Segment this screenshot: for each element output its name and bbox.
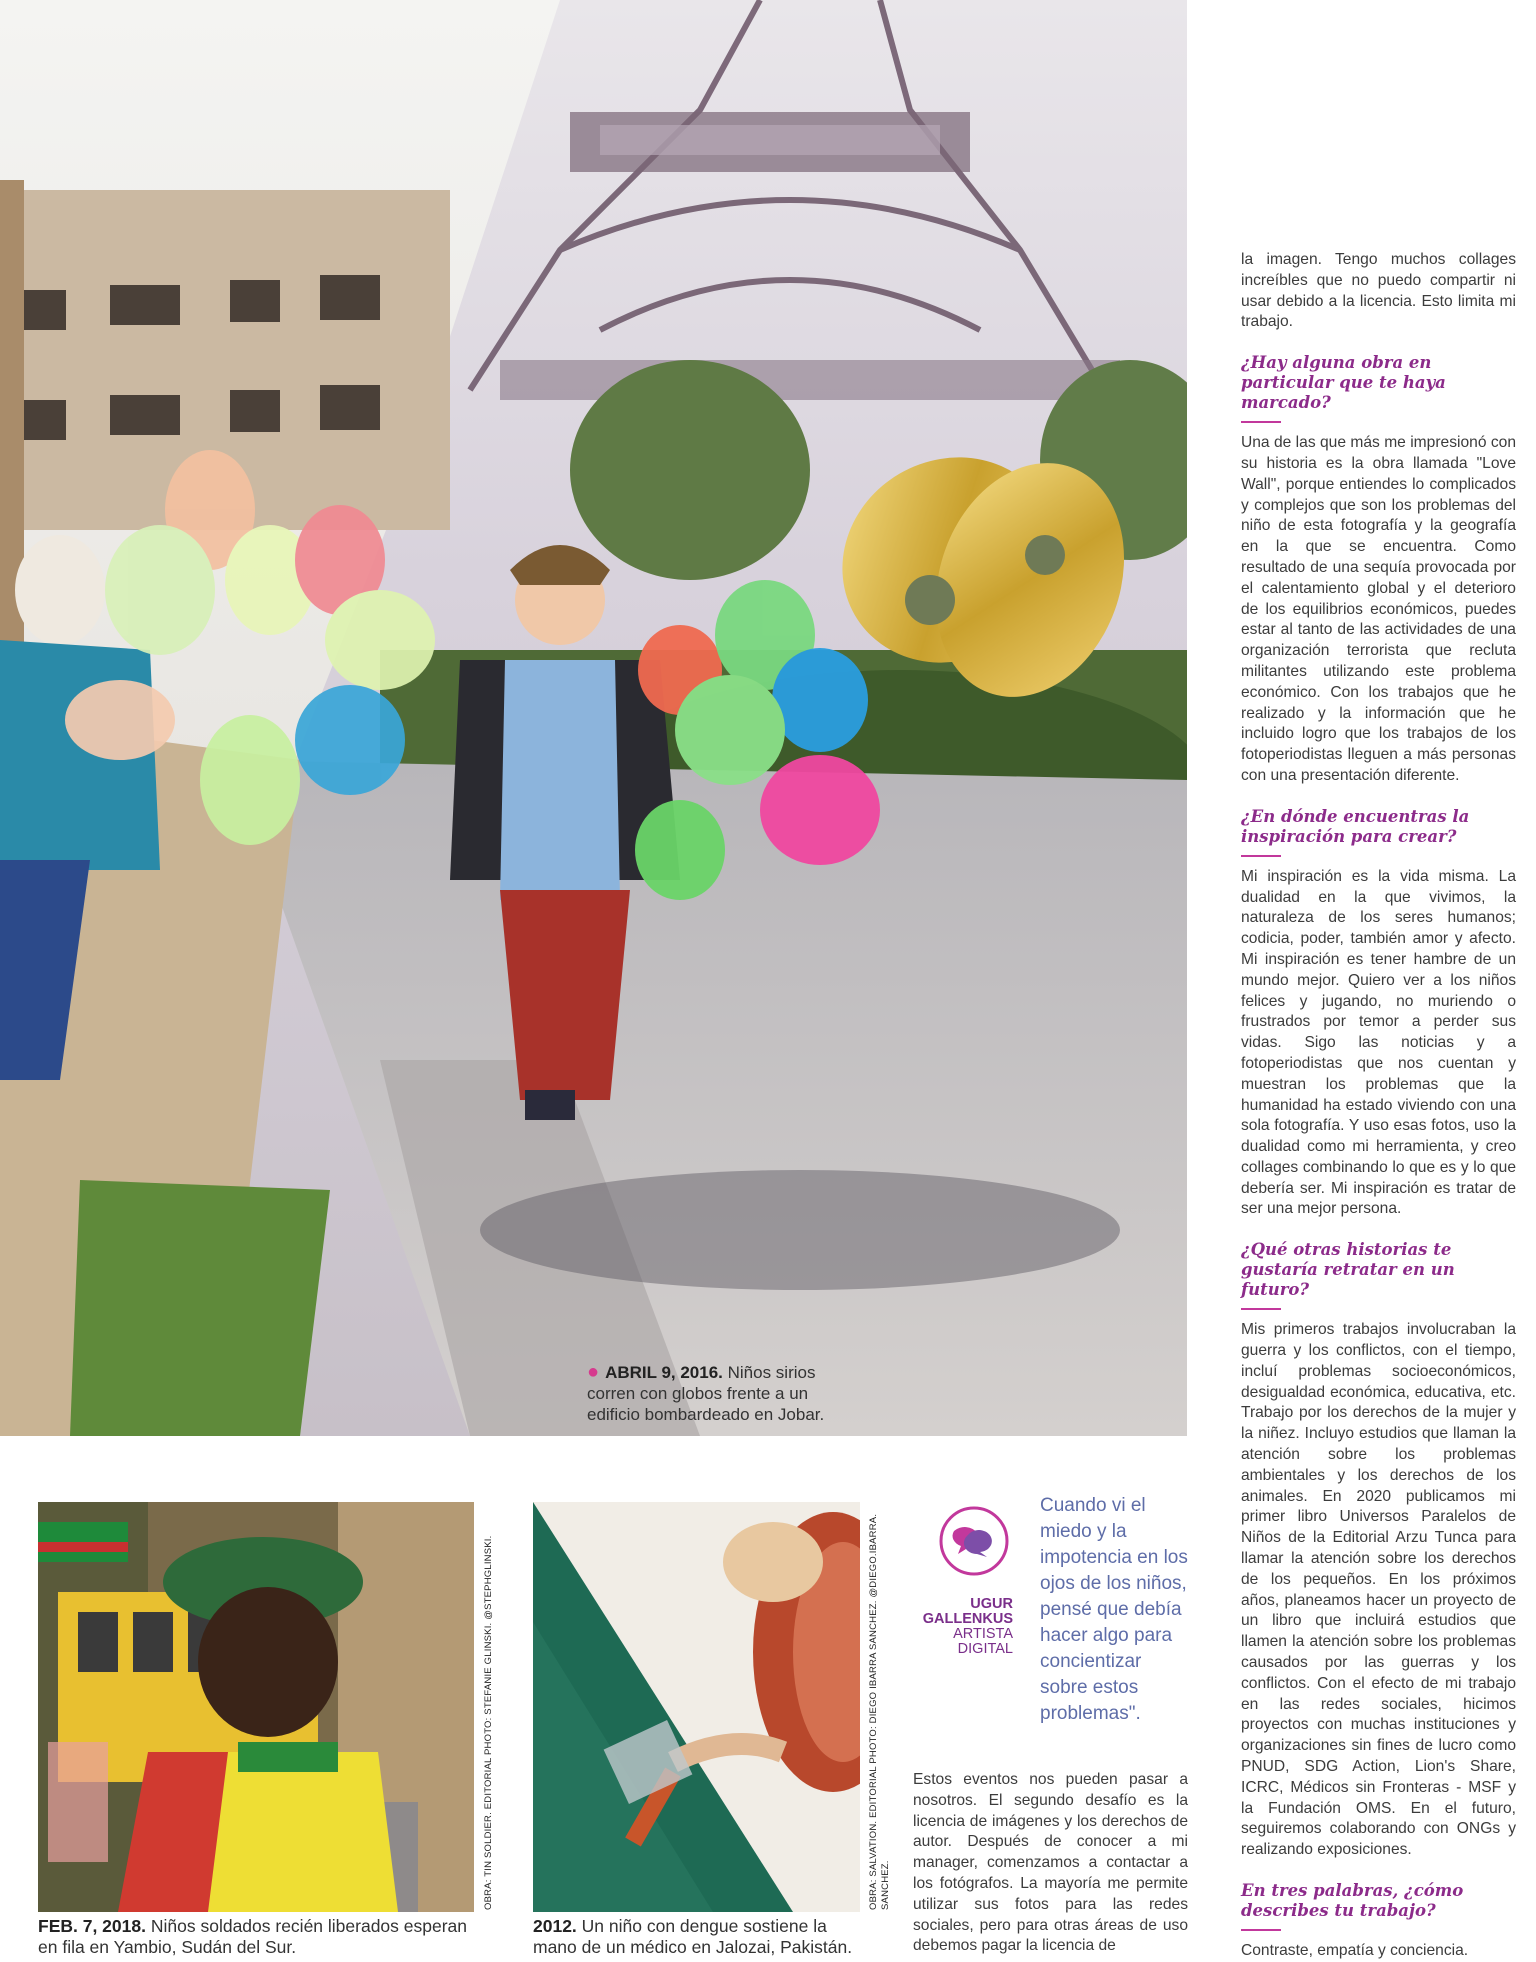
tin-soldier-illustration bbox=[38, 1502, 474, 1912]
pull-quote: Cuando vi el miedo y la impotencia en los ojos de los niños, pensé que debía hacer algo para concientizar sobre estos problemas". bbox=[1040, 1495, 1188, 1724]
heading-rule bbox=[1241, 855, 1281, 857]
photo2-credit: OBRA: SALVATION. EDITORIAL PHOTO: DIEGO IBARRA SANCHEZ. @DIEGO.IBARRA. bbox=[868, 1513, 879, 1910]
photo1-credit: OBRA: TIN SOLDIER. EDITORIAL PHOTO: STEFANIE GLINSKI. @STEPHGLINSKI. bbox=[483, 1535, 494, 1910]
photo-tin-soldier bbox=[38, 1502, 474, 1912]
salvation-illustration bbox=[533, 1502, 860, 1912]
photo2-caption-date: 2012. bbox=[533, 1916, 577, 1936]
heading-rule bbox=[1241, 1929, 1281, 1931]
bullet-dot-icon: ● bbox=[587, 1361, 600, 1383]
photo2-credit-line2: SANCHEZ. bbox=[880, 1860, 891, 1910]
quote-author bbox=[905, 1597, 1013, 1657]
author-name-line1: UGUR bbox=[970, 1596, 1013, 1612]
photo1-caption-text: Niños soldados recién liberados esperan en fila en Yambio, Sudán del Sur. bbox=[38, 1916, 468, 1957]
answer-1: Una de las que más me impresionó con su historia es la obra llamada "Love Wall", porque entiendes lo complicados y complejos que son los problemas del niño de esta fotografía y la geografía en la que se encuentra. Como resultado de una sequía provocada por el calentamiento global y el deterioro de los equilibrios económicos, puedes estar al tanto de las actividades de una organización terrorista que recluta militantes utilizando este problema económico. Con los trabajos que he realizado y la información que he incluido logro que los trabajos de los fotoperiodistas lleguen a más personas con una presentación diferente. bbox=[1241, 434, 1516, 784]
question-2: ¿En dónde encuentras la inspiración para crear? bbox=[1241, 806, 1470, 846]
hero-caption bbox=[587, 1362, 852, 1425]
middle-text: Estos eventos nos pueden pasar a nosotros. El segundo desafío es la licencia de imágenes y los derechos de autor. Después de conocer a mi manager, comenzamos a contactar a los fotógrafos. La mayoría me permite utilizar sus fotos para las redes sociales, pero para otras áreas de uso debemos pagar la licencia de bbox=[913, 1771, 1188, 1955]
question-1: ¿Hay alguna obra en particular que te haya marcado? bbox=[1241, 353, 1446, 413]
photo1-caption bbox=[38, 1916, 478, 1958]
answer-2: Mi inspiración es la vida misma. La dualidad en la que vivimos, la naturaleza de los seres humanos; codicia, poder, también amor y afecto. Mi inspiración es tener hambre de un mundo mejor. Quiero ver a los niños felices y jugando, no muriendo o frustrados por temor a perder sus vidas. Sigo las noticias y a fotoperiodistas que nos cuentan y muestran los problemas que la humanidad ha estado viviendo con una sola fotografía. Y uso esas fotos, uso la dualidad como mi herramienta, y creo collages combinando lo que es y lo que debería ser. Mi inspiración es tratar de ser una mejor persona. bbox=[1241, 867, 1516, 1218]
photo1-caption-date: FEB. 7, 2018. bbox=[38, 1916, 146, 1936]
answer-4: Contraste, empatía y conciencia. bbox=[1241, 1942, 1469, 1959]
hero-caption-text: Niños sirios corren con globos frente a un edificio bombardeado en Jobar. bbox=[587, 1363, 825, 1424]
answer-3: Mis primeros trabajos involucraban la guerra y los conflictos, con el tiempo, incluí problemas socioeconómicos, desigualdad económica, educativa, etc. Trabajo por los derechos de la mujer y la niñez. Incluyo estudios que llaman la atención sobre los problemas ambientales y los derechos de los animales. En 2020 publicamos mi primer libro Universos Paralelos de Niños de la Editorial Arzu Tunca para llamar la atención sobre los derechos de los pequeños. En los próximos años, planeamos hacer un proyecto de un libro que incluirá estudios que llamen la atención sobre los problemas causados por las guerras y los conflictos. Con el efecto de mi trabajo en las redes sociales, hicimos proyectos con muchas instituciones y organizaciones sin fines de lucro como PNUD, SDG Action, Lion's Share, ICRC, Médicos sin Fronteras - MSF y la Fundación OMS. En el futuro, seguiremos colaborando con ONGs y realizando exposiciones. bbox=[1241, 1321, 1516, 1859]
heading-rule bbox=[1241, 1308, 1281, 1310]
question-3: ¿Qué otras historias te gustaría retratar en un futuro? bbox=[1241, 1240, 1455, 1300]
speech-bubbles-icon bbox=[938, 1505, 1010, 1577]
photo-salvation bbox=[533, 1502, 860, 1912]
photo2-caption bbox=[533, 1916, 863, 1958]
photo2-caption-text: Un niño con dengue sostiene la mano de un médico en Jalozai, Pakistán. bbox=[533, 1916, 853, 1957]
hero-caption-date: ABRIL 9, 2016. bbox=[605, 1363, 723, 1382]
intro-paragraph: la imagen. Tengo muchos collages increíbles que no puedo compartir ni usar debido a la licencia. Esto limita mi trabajo. bbox=[1241, 251, 1516, 331]
heading-rule bbox=[1241, 421, 1281, 423]
author-role-line1: ARTISTA bbox=[953, 1626, 1013, 1642]
right-column bbox=[1241, 250, 1516, 1962]
author-role-line2: DIGITAL bbox=[957, 1641, 1013, 1657]
question-4: En tres palabras, ¿cómo describes tu trabajo? bbox=[1241, 1881, 1464, 1920]
author-name-line2: GALLENKUS bbox=[922, 1611, 1013, 1627]
